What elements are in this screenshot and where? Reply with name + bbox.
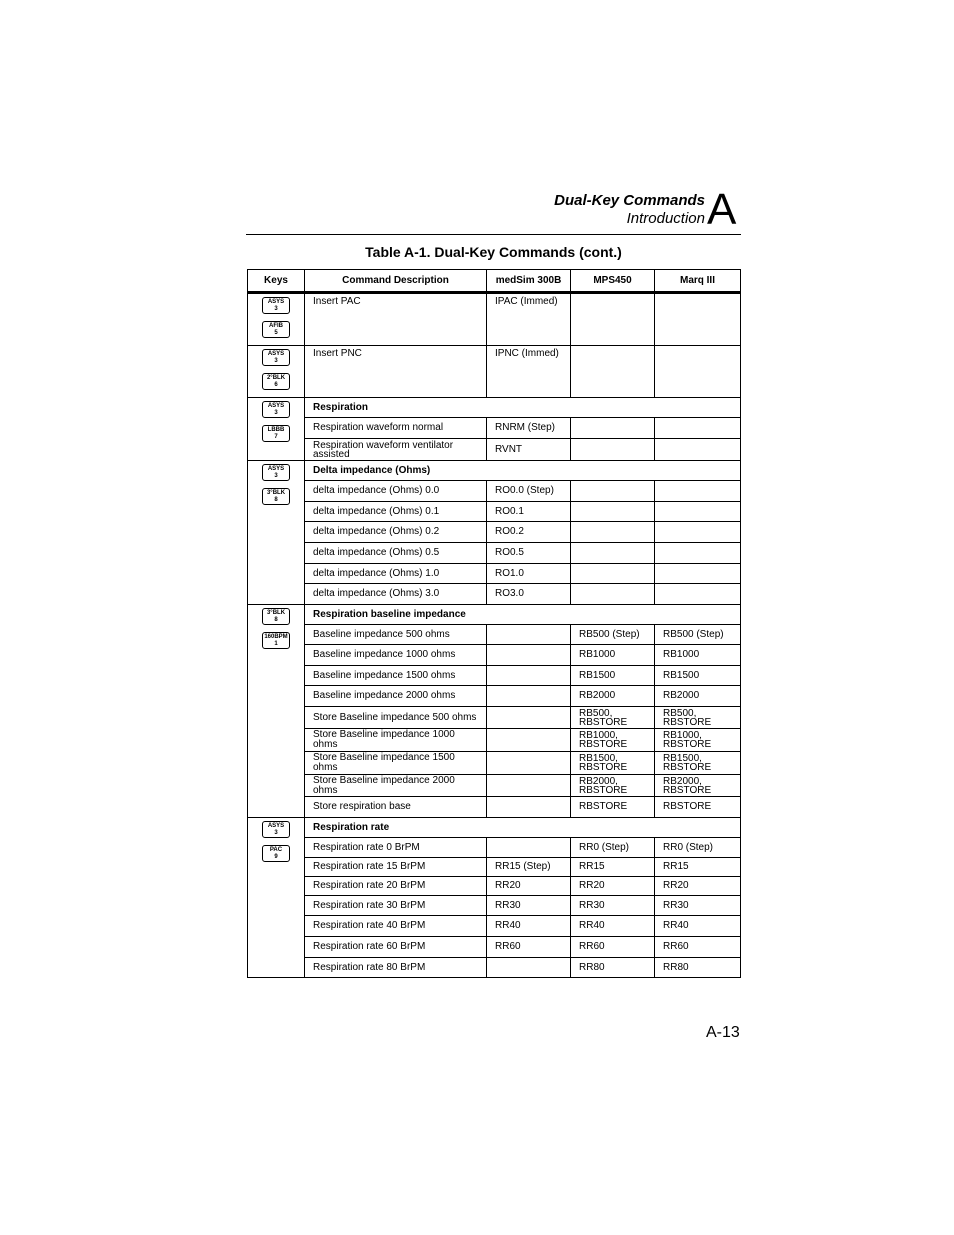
keycap-label: 3°BLK xyxy=(266,610,286,616)
command-description: Store Baseline impedance 1000 ohms xyxy=(305,729,487,752)
marq-iii-command: RR0 (Step) xyxy=(655,838,741,858)
marq-iii-command: RB1000 xyxy=(655,645,741,666)
table-body xyxy=(248,293,741,978)
keycap-label: ASYS xyxy=(267,299,285,305)
column-header-keys: Keys xyxy=(248,270,305,293)
mps450-command: RBSTORE xyxy=(571,797,655,818)
marq-iii-command: RB500 (Step) xyxy=(655,625,741,645)
medsim-300b-command xyxy=(487,666,571,686)
table-row xyxy=(248,797,741,818)
command-description: delta impedance (Ohms) 0.2 xyxy=(305,522,487,543)
chapter-title: Dual-Key Commands xyxy=(554,192,705,209)
appendix-letter: A xyxy=(707,185,737,234)
keycap-number: 8 xyxy=(274,497,278,503)
keycap-icon xyxy=(262,821,290,838)
keycap-number: 6 xyxy=(274,382,278,388)
section-title: Introduction xyxy=(626,210,705,227)
table-row xyxy=(248,858,741,877)
keycap-number: 9 xyxy=(274,854,278,860)
keycap-icon xyxy=(262,349,290,366)
medsim-300b-command: RR40 xyxy=(487,916,571,937)
dual-key-commands-table xyxy=(247,269,741,978)
keys-cell xyxy=(248,293,305,346)
header-rule xyxy=(246,234,741,235)
command-description: Baseline impedance 2000 ohms xyxy=(305,686,487,707)
mps450-command: RB500 (Step) xyxy=(571,625,655,645)
table-row xyxy=(248,543,741,564)
medsim-300b-command: RR20 xyxy=(487,877,571,896)
medsim-300b-command xyxy=(487,625,571,645)
command-description: Respiration waveform ventilator assisted xyxy=(305,439,487,461)
table-row xyxy=(248,645,741,666)
medsim-300b-command xyxy=(487,645,571,666)
mps450-command: RB1500 xyxy=(571,666,655,686)
medsim-300b-command: RR60 xyxy=(487,937,571,958)
medsim-300b-command xyxy=(487,958,571,978)
marq-iii-command xyxy=(655,543,741,564)
keycap-number: 8 xyxy=(274,617,278,623)
table-row xyxy=(248,775,741,797)
marq-iii-command xyxy=(655,522,741,543)
table-row xyxy=(248,838,741,858)
keycap-icon xyxy=(262,464,290,481)
mps450-command: RB500, RBSTORE xyxy=(571,707,655,729)
command-description: Store Baseline impedance 1500 ohms xyxy=(305,752,487,775)
mps450-command: RR0 (Step) xyxy=(571,838,655,858)
command-description: delta impedance (Ohms) 0.1 xyxy=(305,502,487,522)
medsim-300b-command: RO0.5 xyxy=(487,543,571,564)
section-heading: Respiration xyxy=(305,398,741,418)
table-title: Table A-1. Dual-Key Commands (cont.) xyxy=(365,244,622,260)
keycap-icon xyxy=(262,401,290,418)
keycap-number: 5 xyxy=(274,330,278,336)
keycap-number: 3 xyxy=(274,410,278,416)
command-description: Baseline impedance 1000 ohms xyxy=(305,645,487,666)
medsim-300b-command: RO3.0 xyxy=(487,584,571,605)
page-number: A-13 xyxy=(706,1024,740,1041)
mps450-command: RB2000, RBSTORE xyxy=(571,775,655,797)
marq-iii-command: RR30 xyxy=(655,896,741,916)
keycap-label: PAC xyxy=(269,847,283,853)
section-heading: Respiration rate xyxy=(305,818,741,838)
keys-cell xyxy=(248,605,305,818)
command-description: Insert PAC xyxy=(305,293,487,346)
command-description: Store Baseline impedance 500 ohms xyxy=(305,707,487,729)
table-row xyxy=(248,346,741,398)
running-header xyxy=(554,192,705,228)
keycap-label: ASYS xyxy=(267,351,285,357)
section-row xyxy=(248,398,741,418)
keycap-label: 2°BLK xyxy=(266,375,286,381)
command-description: Respiration rate 60 BrPM xyxy=(305,937,487,958)
medsim-300b-command: RNRM (Step) xyxy=(487,418,571,439)
medsim-300b-command: RR15 (Step) xyxy=(487,858,571,877)
medsim-300b-command xyxy=(487,729,571,752)
table-row xyxy=(248,522,741,543)
marq-iii-command: RB2000 xyxy=(655,686,741,707)
mps450-command: RB1000 xyxy=(571,645,655,666)
mps450-command xyxy=(571,293,655,346)
mps450-command xyxy=(571,522,655,543)
table-row xyxy=(248,666,741,686)
marq-iii-command: RB1000, RBSTORE xyxy=(655,729,741,752)
table-row xyxy=(248,729,741,752)
table-row xyxy=(248,418,741,439)
marq-iii-command: RR80 xyxy=(655,958,741,978)
keycap-number: 3 xyxy=(274,358,278,364)
mps450-command xyxy=(571,584,655,605)
mps450-command xyxy=(571,481,655,502)
keycap-icon xyxy=(262,488,290,505)
table-row xyxy=(248,958,741,978)
medsim-300b-command: RVNT xyxy=(487,439,571,461)
keycap-number: 7 xyxy=(274,434,278,440)
medsim-300b-command: IPNC (Immed) xyxy=(487,346,571,398)
keycap-icon xyxy=(262,608,290,625)
mps450-command: RR30 xyxy=(571,896,655,916)
marq-iii-command: RR20 xyxy=(655,877,741,896)
marq-iii-command xyxy=(655,293,741,346)
command-description: Store Baseline impedance 2000 ohms xyxy=(305,775,487,797)
keycap-number: 3 xyxy=(274,473,278,479)
column-header-medsim-300b: medSim 300B xyxy=(487,270,571,293)
section-heading: Delta impedance (Ohms) xyxy=(305,461,741,481)
keycap-icon xyxy=(262,297,290,314)
keycap-label: ASYS xyxy=(267,466,285,472)
section-row xyxy=(248,461,741,481)
medsim-300b-command xyxy=(487,838,571,858)
mps450-command xyxy=(571,346,655,398)
command-description: Insert PNC xyxy=(305,346,487,398)
mps450-command xyxy=(571,418,655,439)
table-row xyxy=(248,564,741,584)
mps450-command: RB1000, RBSTORE xyxy=(571,729,655,752)
table-row xyxy=(248,707,741,729)
keycap-icon xyxy=(262,373,290,390)
keycap-label: AFIB xyxy=(269,323,283,329)
mps450-command xyxy=(571,564,655,584)
table-header-row xyxy=(248,270,741,293)
table-row xyxy=(248,481,741,502)
table-row xyxy=(248,293,741,346)
keys-cell xyxy=(248,346,305,398)
keycap-number: 1 xyxy=(274,641,278,647)
table-row xyxy=(248,916,741,937)
mps450-command: RR15 xyxy=(571,858,655,877)
command-description: delta impedance (Ohms) 1.0 xyxy=(305,564,487,584)
mps450-command: RB2000 xyxy=(571,686,655,707)
command-description: Respiration rate 15 BrPM xyxy=(305,858,487,877)
medsim-300b-command: IPAC (Immed) xyxy=(487,293,571,346)
command-description: delta impedance (Ohms) 0.5 xyxy=(305,543,487,564)
keycap-icon xyxy=(262,632,290,649)
marq-iii-command xyxy=(655,584,741,605)
table-row xyxy=(248,502,741,522)
marq-iii-command xyxy=(655,564,741,584)
command-description: delta impedance (Ohms) 0.0 xyxy=(305,481,487,502)
command-description: delta impedance (Ohms) 3.0 xyxy=(305,584,487,605)
command-description: Respiration rate 20 BrPM xyxy=(305,877,487,896)
mps450-command: RR80 xyxy=(571,958,655,978)
table-row xyxy=(248,625,741,645)
mps450-command: RB1500, RBSTORE xyxy=(571,752,655,775)
keys-cell xyxy=(248,461,305,605)
mps450-command: RR40 xyxy=(571,916,655,937)
keycap-label: ASYS xyxy=(267,403,285,409)
table-row xyxy=(248,686,741,707)
medsim-300b-command xyxy=(487,797,571,818)
column-header-description: Command Description xyxy=(305,270,487,293)
table-row xyxy=(248,877,741,896)
command-description: Baseline impedance 500 ohms xyxy=(305,625,487,645)
marq-iii-command xyxy=(655,481,741,502)
marq-iii-command: RBSTORE xyxy=(655,797,741,818)
command-description: Respiration rate 0 BrPM xyxy=(305,838,487,858)
marq-iii-command: RR15 xyxy=(655,858,741,877)
medsim-300b-command: RO1.0 xyxy=(487,564,571,584)
command-description: Store respiration base xyxy=(305,797,487,818)
medsim-300b-command: RO0.1 xyxy=(487,502,571,522)
marq-iii-command: RB2000, RBSTORE xyxy=(655,775,741,797)
command-description: Respiration waveform normal xyxy=(305,418,487,439)
command-description: Respiration rate 30 BrPM xyxy=(305,896,487,916)
mps450-command: RR20 xyxy=(571,877,655,896)
marq-iii-command: RB1500 xyxy=(655,666,741,686)
keycap-number: 3 xyxy=(274,306,278,312)
keycap-icon xyxy=(262,321,290,338)
marq-iii-command xyxy=(655,346,741,398)
command-description: Respiration rate 80 BrPM xyxy=(305,958,487,978)
command-description: Respiration rate 40 BrPM xyxy=(305,916,487,937)
keycap-icon xyxy=(262,425,290,442)
table-row xyxy=(248,896,741,916)
marq-iii-command: RB500, RBSTORE xyxy=(655,707,741,729)
keycap-label: ASYS xyxy=(267,823,285,829)
keys-cell xyxy=(248,398,305,461)
keycap-label: 160BPM xyxy=(264,634,288,640)
mps450-command xyxy=(571,502,655,522)
keycap-label: LBBB xyxy=(267,427,285,433)
marq-iii-command: RR40 xyxy=(655,916,741,937)
mps450-command xyxy=(571,439,655,461)
medsim-300b-command: RO0.0 (Step) xyxy=(487,481,571,502)
command-description: Baseline impedance 1500 ohms xyxy=(305,666,487,686)
table-row xyxy=(248,937,741,958)
mps450-command: RR60 xyxy=(571,937,655,958)
section-row xyxy=(248,605,741,625)
column-header-mps450: MPS450 xyxy=(571,270,655,293)
medsim-300b-command: RO0.2 xyxy=(487,522,571,543)
mps450-command xyxy=(571,543,655,564)
marq-iii-command xyxy=(655,439,741,461)
keycap-number: 3 xyxy=(274,830,278,836)
medsim-300b-command xyxy=(487,707,571,729)
keycap-label: 3°BLK xyxy=(266,490,286,496)
keycap-icon xyxy=(262,845,290,862)
marq-iii-command: RR60 xyxy=(655,937,741,958)
keys-cell xyxy=(248,818,305,978)
medsim-300b-command: RR30 xyxy=(487,896,571,916)
marq-iii-command: RB1500, RBSTORE xyxy=(655,752,741,775)
medsim-300b-command xyxy=(487,752,571,775)
section-heading: Respiration baseline impedance xyxy=(305,605,741,625)
column-header-marq-iii: Marq III xyxy=(655,270,741,293)
table-row xyxy=(248,584,741,605)
medsim-300b-command xyxy=(487,686,571,707)
table-row xyxy=(248,752,741,775)
section-row xyxy=(248,818,741,838)
marq-iii-command xyxy=(655,418,741,439)
table-row xyxy=(248,439,741,461)
medsim-300b-command xyxy=(487,775,571,797)
marq-iii-command xyxy=(655,502,741,522)
